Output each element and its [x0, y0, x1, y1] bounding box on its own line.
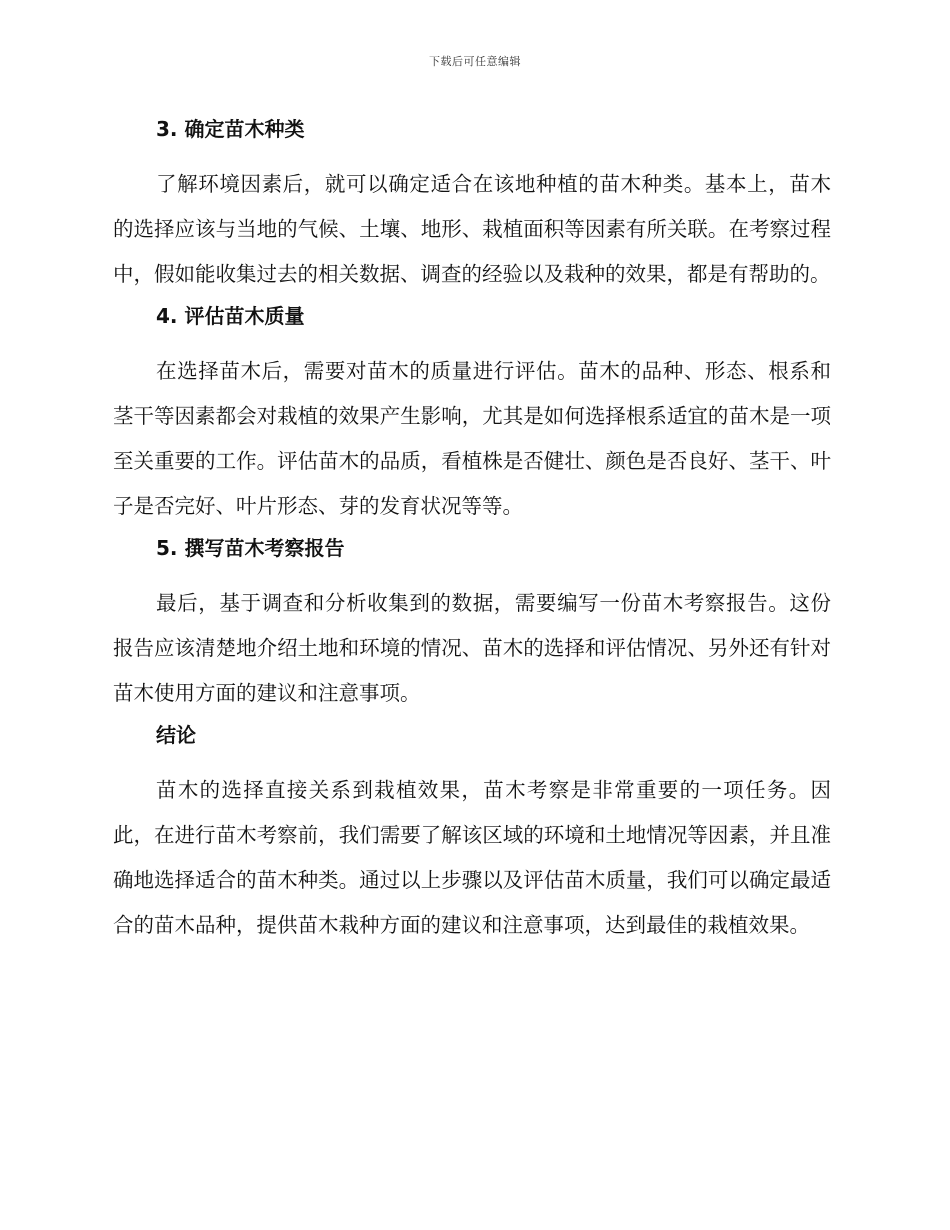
page-header-note: 下载后可任意编辑 [429, 55, 521, 68]
section-paragraph-evaluate-quality: 在选择苗木后，需要对苗木的质量进行评估。苗木的品种、形态、根系和茎干等因素都会对栽植的效果产生影响，尤其是如何选择根系适宜的苗木是一项至关重要的工作。评估苗木的品质，看植株是否健壮、颜色是否良好、茎干、叶子是否完好、叶片形态、芽的发育状况等等。 [113, 359, 831, 518]
section-paragraph-determine-species: 了解环境因素后，就可以确定适合在该地种植的苗木种类。基本上，苗木的选择应该与当地的气候、土壤、地形、栽植面积等因素有所关联。在考察过程中，假如能收集过去的相关数据、调查的经验以及栽种的效果，都是有帮助的。 [113, 172, 831, 286]
section-heading-conclusion: 结论 [156, 723, 196, 747]
section-paragraph-write-report: 最后，基于调查和分析收集到的数据，需要编写一份苗木考察报告。这份报告应该清楚地介绍土地和环境的情况、苗木的选择和评估情况、另外还有针对苗木使用方面的建议和注意事项。 [113, 591, 831, 705]
section-heading-determine-species: 3. 确定苗木种类 [156, 117, 305, 141]
section-paragraph-conclusion: 苗木的选择直接关系到栽植效果，苗木考察是非常重要的一项任务。因此，在进行苗木考察前，我们需要了解该区域的环境和土地情况等因素，并且准确地选择适合的苗木种类。通过以上步骤以及评估苗木质量，我们可以确定最适合的苗木品种，提供苗木栽种方面的建议和注意事项，达到最佳的栽植效果。 [113, 778, 831, 937]
section-heading-evaluate-quality: 4. 评估苗木质量 [156, 304, 305, 328]
section-heading-write-report: 5. 撰写苗木考察报告 [156, 536, 345, 560]
document-body [113, 112, 831, 950]
